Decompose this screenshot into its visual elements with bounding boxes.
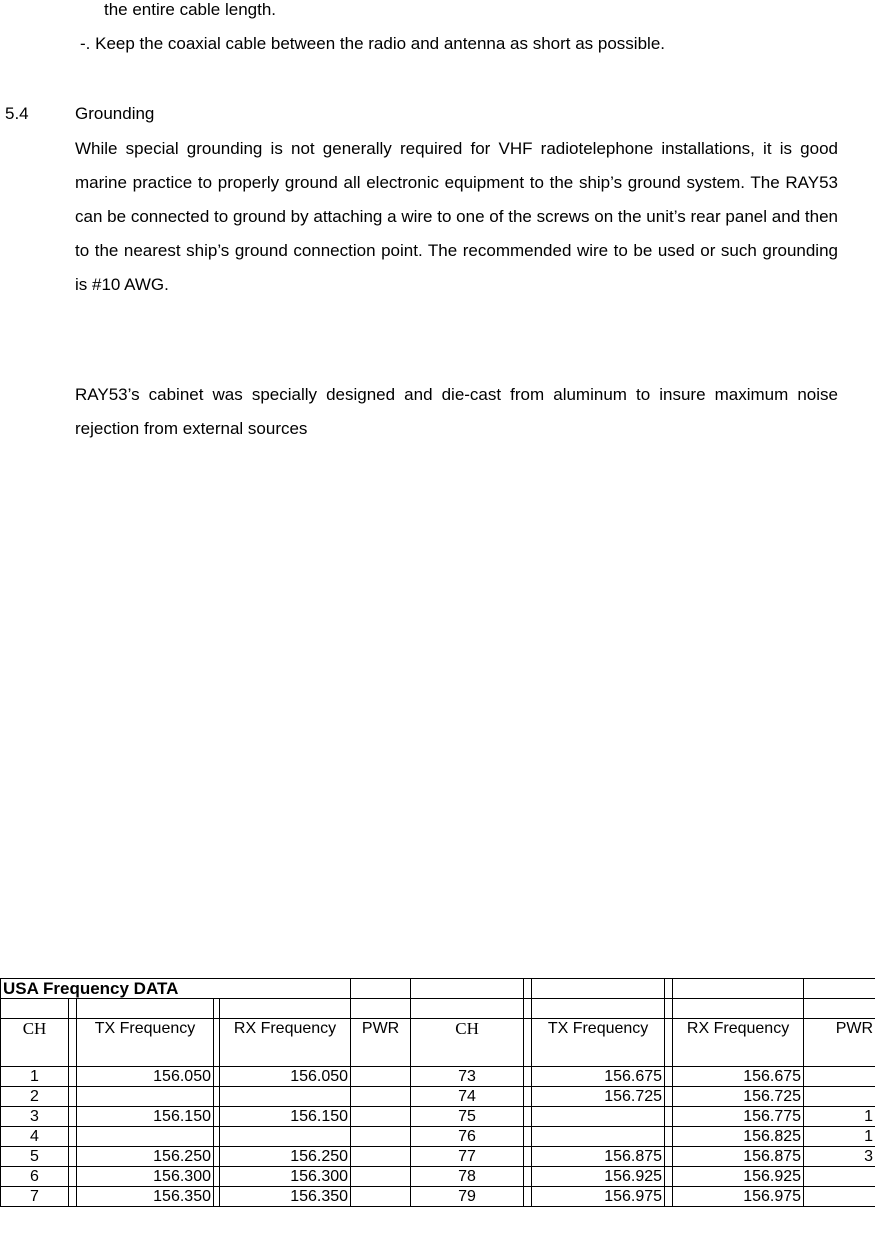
grounding-paragraph: While special grounding is not generally required for VHF radiotelephone installations, it is good marine practice to properly ground all electronic equipment to the ship’s ground system. The RAY53 can be connected to ground by attaching a wire to one of the screws on the unit’s rear panel and then to the nearest ship’s ground connection point. The recommended wire to be used or such grounding is #10 AWG.	[75, 139, 838, 294]
pwr-right-cell	[804, 1087, 875, 1107]
channel-right-cell: 75	[411, 1107, 524, 1127]
header-rx-right: RX Frequency	[673, 1019, 804, 1067]
rx-right-cell: 156.925	[673, 1167, 804, 1187]
rx-right-cell: 156.975	[673, 1187, 804, 1207]
frequency-table	[0, 978, 875, 1207]
cable-length-line: the entire cable length.	[104, 0, 277, 19]
table-title: USA Frequency DATA	[1, 979, 351, 999]
cabinet-paragraph: RAY53’s cabinet was specially designed and die-cast from aluminum to insure maximum noise rejection from external sources	[75, 385, 838, 438]
rx-right-cell: 156.725	[673, 1087, 804, 1107]
tx-right-cell: 156.675	[532, 1067, 665, 1087]
channel-left-cell: 1	[1, 1067, 69, 1087]
tx-right-cell: 156.975	[532, 1187, 665, 1207]
tx-right-cell: 156.725	[532, 1087, 665, 1107]
table-spacer-row	[1, 999, 875, 1019]
pwr-right-cell: 3	[804, 1147, 875, 1167]
table-row	[1, 1127, 875, 1147]
pwr-right-cell: 1	[804, 1107, 875, 1127]
pwr-left-cell	[351, 1087, 411, 1107]
header-rx-left: RX Frequency	[220, 1019, 351, 1067]
table-row	[1, 1167, 875, 1187]
tx-right-cell	[532, 1127, 665, 1147]
channel-left-cell: 5	[1, 1147, 69, 1167]
header-tx-left: TX Frequency	[77, 1019, 214, 1067]
pwr-left-cell	[351, 1067, 411, 1087]
header-tx-right: TX Frequency	[532, 1019, 665, 1067]
pwr-right-cell: 1	[804, 1127, 875, 1147]
pwr-right-cell	[804, 1167, 875, 1187]
header-pwr-left: PWR	[351, 1019, 411, 1067]
channel-left-cell: 6	[1, 1167, 69, 1187]
rx-left-cell	[220, 1127, 351, 1147]
rx-left-cell: 156.300	[220, 1167, 351, 1187]
tx-left-cell: 156.350	[77, 1187, 214, 1207]
pwr-left-cell	[351, 1187, 411, 1207]
pwr-left-cell	[351, 1147, 411, 1167]
channel-right-cell: 78	[411, 1167, 524, 1187]
rx-right-cell: 156.875	[673, 1147, 804, 1167]
channel-left-cell: 7	[1, 1187, 69, 1207]
header-pwr-right: PWR	[804, 1019, 875, 1067]
section-heading: Grounding	[75, 104, 155, 123]
channel-right-cell: 73	[411, 1067, 524, 1087]
tx-left-cell: 156.250	[77, 1147, 214, 1167]
rx-right-cell: 156.825	[673, 1127, 804, 1147]
table-row	[1, 1187, 875, 1207]
table-row	[1, 1107, 875, 1127]
pwr-right-cell	[804, 1187, 875, 1207]
tx-left-cell	[77, 1127, 214, 1147]
channel-right-cell: 79	[411, 1187, 524, 1207]
table-row	[1, 1087, 875, 1107]
rx-right-cell: 156.775	[673, 1107, 804, 1127]
header-ch-right: CH	[411, 1019, 524, 1067]
rx-left-cell: 156.350	[220, 1187, 351, 1207]
tx-left-cell: 156.150	[77, 1107, 214, 1127]
channel-left-cell: 4	[1, 1127, 69, 1147]
tx-left-cell: 156.300	[77, 1167, 214, 1187]
pwr-right-cell	[804, 1067, 875, 1087]
rx-right-cell: 156.675	[673, 1067, 804, 1087]
pwr-left-cell	[351, 1127, 411, 1147]
header-ch-left: CH	[1, 1019, 69, 1067]
tx-right-cell	[532, 1107, 665, 1127]
table-title-row	[1, 979, 875, 999]
channel-right-cell: 76	[411, 1127, 524, 1147]
channel-left-cell: 2	[1, 1087, 69, 1107]
tx-right-cell: 156.875	[532, 1147, 665, 1167]
section-number: 5.4	[5, 104, 29, 123]
table-row	[1, 1067, 875, 1087]
rx-left-cell: 156.150	[220, 1107, 351, 1127]
tx-left-cell: 156.050	[77, 1067, 214, 1087]
channel-left-cell: 3	[1, 1107, 69, 1127]
table-row	[1, 1147, 875, 1167]
rx-left-cell: 156.250	[220, 1147, 351, 1167]
rx-left-cell: 156.050	[220, 1067, 351, 1087]
pwr-left-cell	[351, 1167, 411, 1187]
coaxial-note-line: -. Keep the coaxial cable between the radio and antenna as short as possible.	[80, 34, 665, 53]
tx-right-cell: 156.925	[532, 1167, 665, 1187]
table-header-row	[1, 1019, 875, 1067]
channel-right-cell: 77	[411, 1147, 524, 1167]
rx-left-cell	[220, 1087, 351, 1107]
pwr-left-cell	[351, 1107, 411, 1127]
tx-left-cell	[77, 1087, 214, 1107]
channel-right-cell: 74	[411, 1087, 524, 1107]
